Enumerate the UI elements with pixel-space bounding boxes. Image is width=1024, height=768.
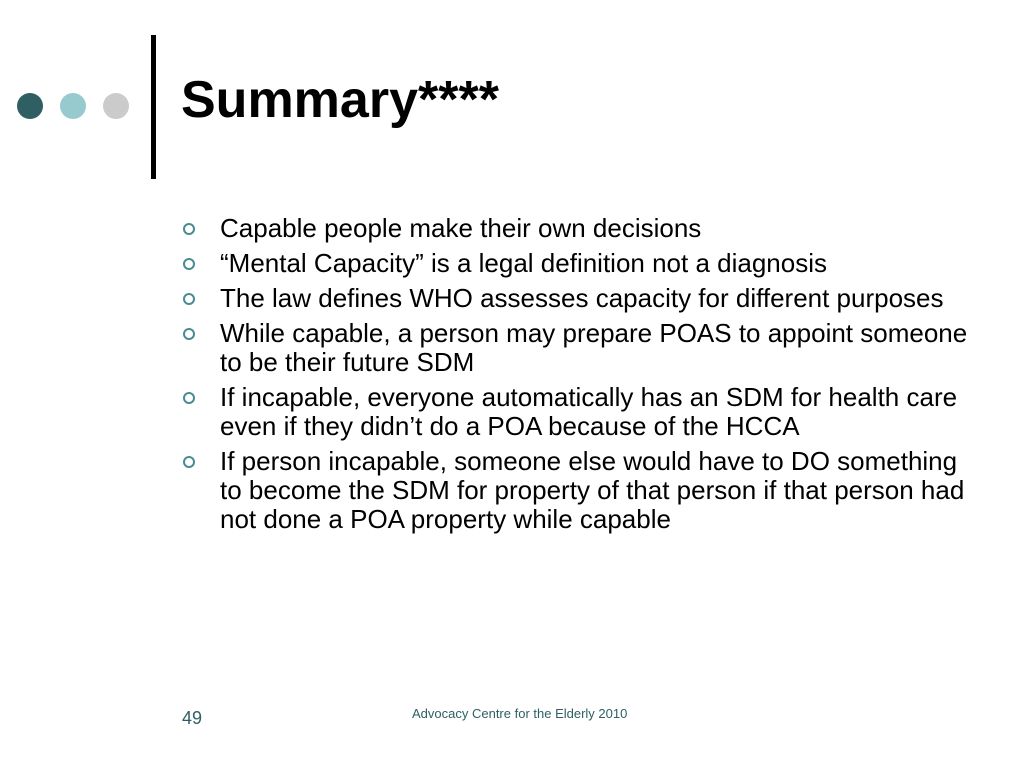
- title-divider-line: [151, 35, 156, 179]
- bullet-item: [183, 249, 973, 278]
- circle-bullet-icon: [183, 223, 195, 235]
- bullet-item: [183, 319, 973, 377]
- bullet-list: [183, 214, 973, 540]
- circle-bullet-icon: [183, 456, 195, 468]
- bullet-text: “Mental Capacity” is a legal definition not a diagnosis: [220, 248, 828, 278]
- bullet-text: The law defines WHO assesses capacity for different purposes: [220, 283, 944, 313]
- bullet-item: [183, 447, 973, 534]
- dark-teal-dot-icon: [17, 93, 43, 119]
- bullet-text: If person incapable, someone else would have to DO something to become the SDM for property of that person if that person had not done a POA property while capable: [220, 446, 965, 534]
- circle-bullet-icon: [183, 328, 195, 340]
- footer-text: Advocacy Centre for the Elderly 2010: [412, 706, 628, 721]
- grey-dot-icon: [103, 93, 129, 119]
- circle-bullet-icon: [183, 293, 195, 305]
- slide-title: Summary****: [181, 71, 499, 129]
- bullet-text: If incapable, everyone automatically has an SDM for health care even if they didn’t do a POA because of the HCCA: [220, 382, 958, 441]
- bullet-item: [183, 214, 973, 243]
- bullet-text: While capable, a person may prepare POAS to appoint someone to be their future SDM: [220, 318, 968, 377]
- light-teal-dot-icon: [60, 93, 86, 119]
- circle-bullet-icon: [183, 258, 195, 270]
- page-number: 49: [182, 708, 203, 728]
- bullet-item: [183, 284, 973, 313]
- bullet-text: Capable people make their own decisions: [220, 213, 702, 243]
- circle-bullet-icon: [183, 392, 195, 404]
- bullet-item: [183, 383, 973, 441]
